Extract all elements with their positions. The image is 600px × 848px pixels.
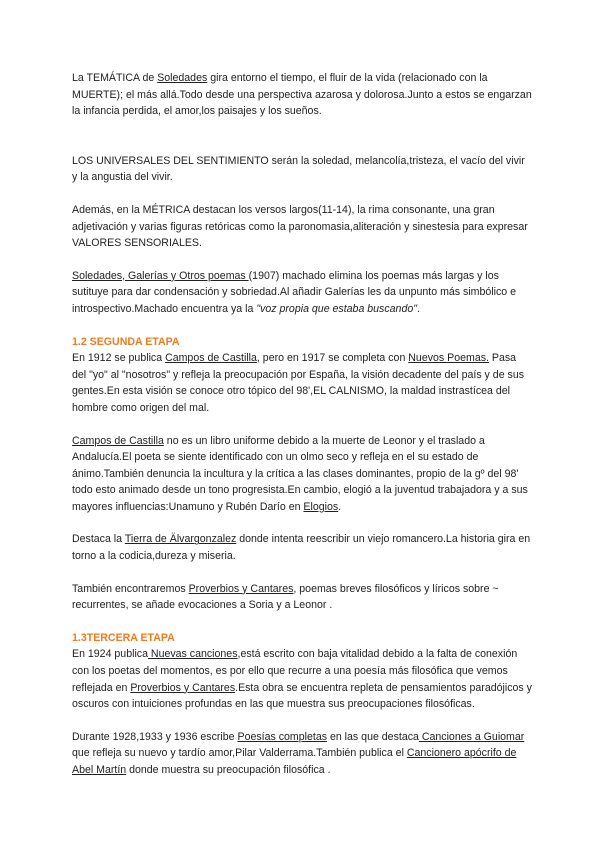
heading-tercera-etapa: 1.3TERCERA ETAPA — [72, 631, 175, 644]
paragraph-universales: LOS UNIVERSALES DEL SENTIMIENTO serán la soledad, melancolía,tristeza, el vacío del vivir y la angustia del vivir. — [72, 154, 525, 184]
link-nuevos-poemas: Nuevos Poemas. — [408, 352, 489, 365]
heading-segunda-etapa: 1.2 SEGUNDA ETAPA — [72, 335, 180, 348]
paragraph-tercera-etapa: En 1924 publica Nuevas canciones,está escrito con baja vitalidad debido a la falta de conexión con los poetas del momentos, es por ello que recurre a una poesía más filosófica que vemos reflejada en Proverbios y Cantares.Esta obra se encuentra repleta de pensamientos paradójicos y oscuros con intuiciones profundas en las que muestra sus preocupaciones filosóficas. — [72, 648, 532, 711]
paragraph-segunda-etapa: En 1912 se publica Campos de Castilla, pero en 1917 se completa con Nuevos Poemas. Pasa del "yo" al "nosotros" y refleja la preocupación por España, la visión decadente del país y de sus gentes.En esta visión se conoce otro tópico del 98',EL CALNISMO, la maldad instrastícea del hombre como origen del mal. — [72, 352, 525, 414]
link-nuevas-canciones: Nuevas canciones — [147, 648, 238, 661]
link-soledades: Soledades — [157, 72, 208, 84]
link-cancionero-apocrifo: Cancionero apócrifo de Abel Martín — [72, 747, 517, 776]
link-campos-de-castilla: Campos de Castilla — [165, 352, 257, 365]
link-campos-de-castilla-2: Campos de Castilla — [72, 434, 164, 447]
link-soledades-galerias: Soledades, Galerías y Otros poemas — [72, 269, 249, 282]
paragraph-proverbios: También encontraremos Proverbios y Cantares, poemas breves filosóficos y líricos sobre ~ recurrentes, se añade evocaciones a Soria y a Leonor . — [72, 582, 499, 612]
link-elogios: Elogios — [303, 500, 339, 513]
paragraph-tematica: La TEMÁTICA de Soledades gira entorno el tiempo, el fluir de la vida (relacionado con la MUERTE); el más allá.Todo desde una perspectiva azarosa y dolorosa.Junto a estos se engarzan la infancia perdida, el amor,los paisajes y los sueños. — [72, 72, 532, 118]
link-proverbios-cantares-2: Proverbios y Cantares — [130, 681, 236, 694]
paragraph-soledades-galerias: Soledades, Galerías y Otros poemas (1907) machado elimina los poemas más largas y los sutituye para dar condensación y sobriedad.Al añadir Galerías les da unpunto más simbólico e introspectivo.Machado encuentra ya la "voz propia que estaba buscando". — [72, 269, 517, 315]
paragraph-metrica: Además, en la MÉTRICA destacan los versos largos(11-14), la rima consonante, una gran adjetivación y varias figuras retóricas como la paronomasia,aliteración y sinestesia para expresar VALORES SENSORIALES. — [72, 203, 528, 250]
paragraph-campos-castilla: Campos de Castilla no es un libro uniforme debido a la muerte de Leonor y el traslado a Andalucía.El poeta se siente identificado con un olmo seco y refleja en el su estado de ánimo.También denuncia la incultura y la crítica a las clases dominantes, propio de la gº del 98' todo esto animado desde un tono progresista.En cambio, elogió a la juventud trabajadora y a sus mayores influencias:Unamuno y Rubén Darío en Elogios. — [72, 434, 528, 513]
paragraph-alvargonzalez: Destaca la Tierra de Älvargonzalez donde intenta reescribir un viejo romancero.La historia gira en torno a la codicia,dureza y miseria. — [72, 533, 531, 563]
link-tierra-alvargonzalez: Tierra de Älvargonzalez — [124, 533, 237, 546]
document-page — [72, 70, 532, 779]
link-canciones-guiomar: Canciones a Guiomar — [418, 730, 525, 743]
link-proverbios-cantares: Proverbios y Cantares — [188, 582, 294, 595]
link-poesias-completas: Poesías completas — [237, 730, 328, 743]
paragraph-poesias-completas: Durante 1928,1933 y 1936 escribe Poesías completas en las que destaca Canciones a Guiomar que refleja su nuevo y tardío amor,Pilar Valderrama.También publica el Cancionero apócrifo de Abel Martín donde muestra su preocupación filosófica . — [72, 730, 525, 776]
